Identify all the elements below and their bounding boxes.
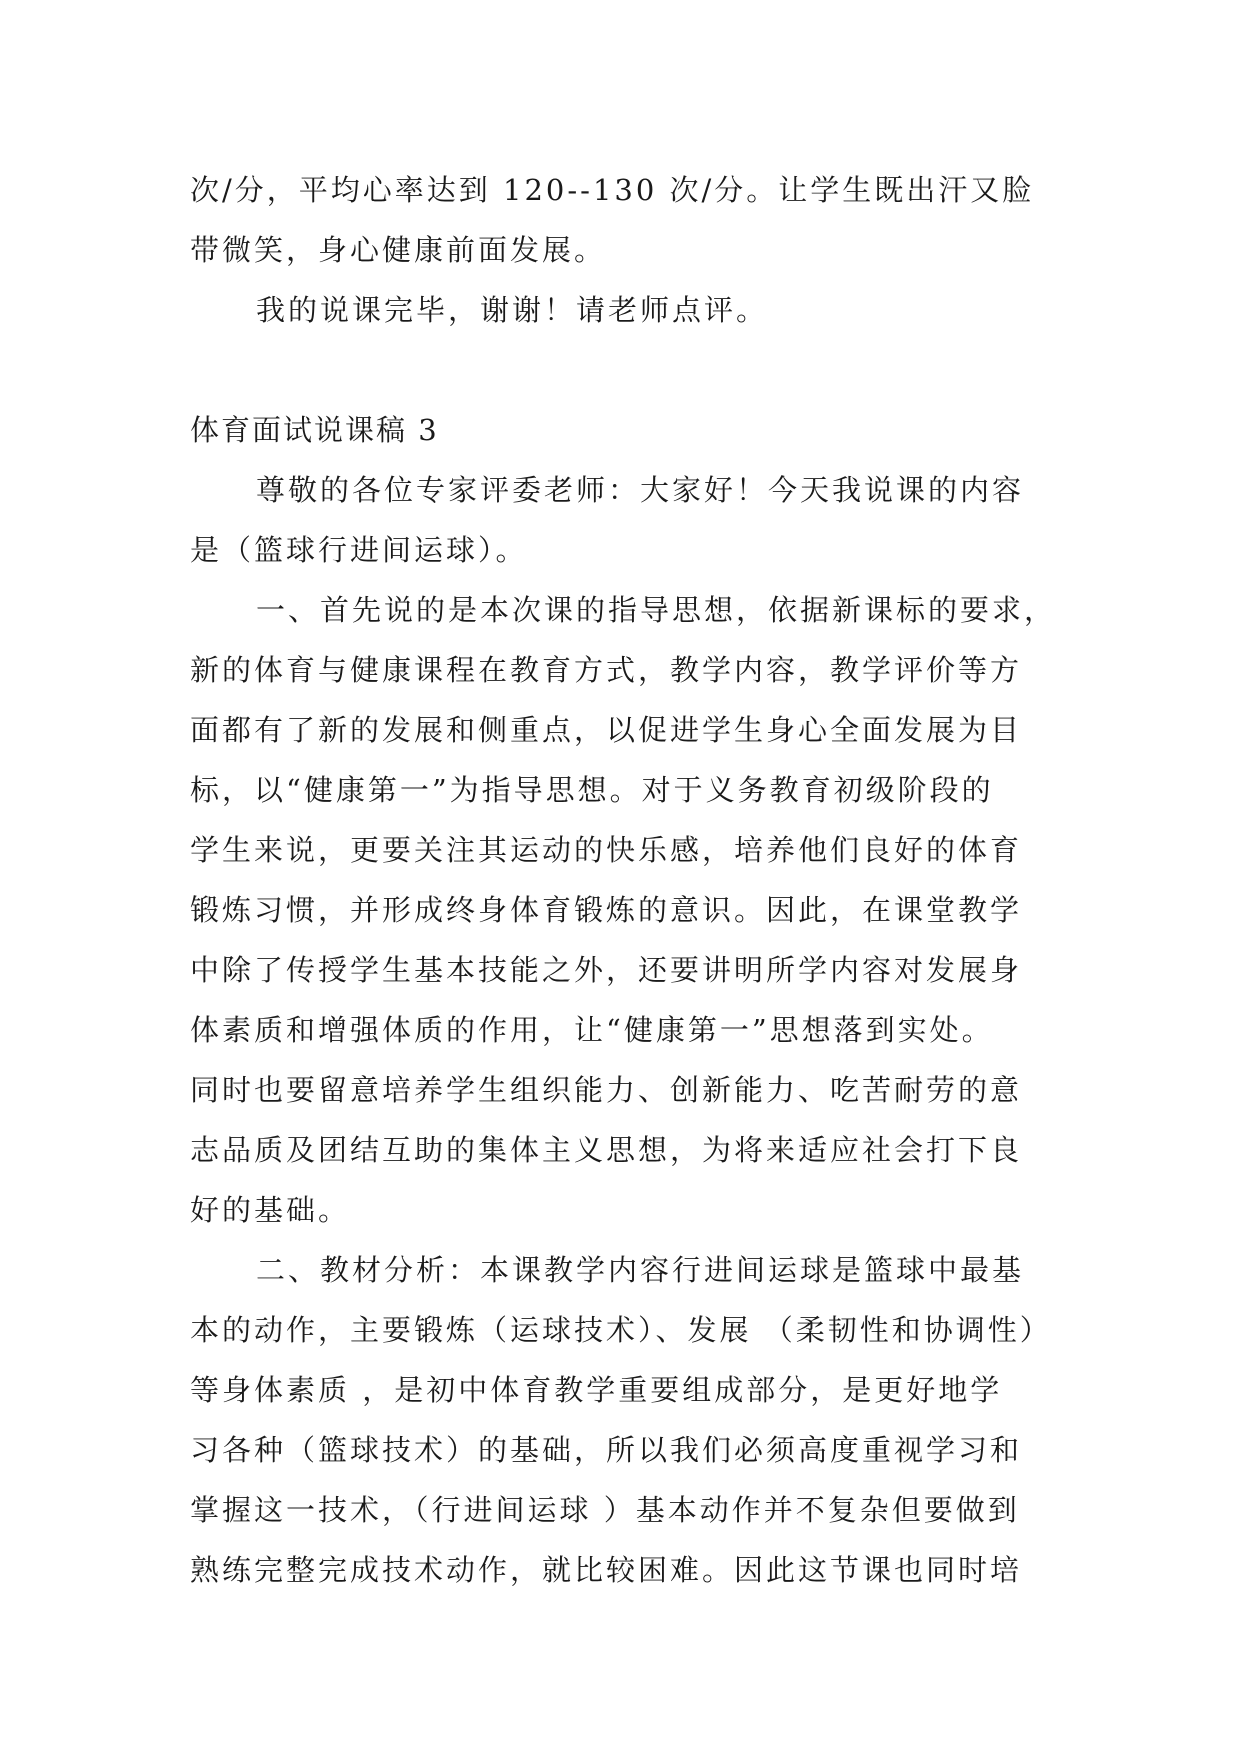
paragraph-closing	[190, 280, 1070, 340]
text-line: 同时也要留意培养学生组织能力、创新能力、吃苦耐劳的意	[190, 1073, 1023, 1107]
text-line: 等身体素质 ，是初中体育教学重要组成部分，是更好地学	[190, 1373, 1003, 1407]
text-line: 尊敬的各位专家评委老师：大家好！今天我说课的内容	[256, 473, 1025, 507]
document-body	[190, 160, 1070, 1600]
text-line: 二、教材分析：本课教学内容行进间运球是篮球中最基	[256, 1253, 1025, 1287]
text-line: 好的基础。	[190, 1193, 351, 1227]
paragraph-textbook-analysis	[190, 1240, 1070, 1600]
paragraph-greeting	[190, 460, 1070, 580]
text-line: 标，以“健康第一”为指导思想。对于义务教育初级阶段的	[190, 773, 994, 807]
text-line: 志品质及团结互助的集体主义思想，为将来适应社会打下良	[190, 1133, 1023, 1167]
section-heading	[190, 400, 1070, 460]
text-line: 我的说课完毕，谢谢！请老师点评。	[256, 293, 769, 327]
paragraph-guiding-ideology	[190, 580, 1070, 1240]
text-line: 体素质和增强体质的作用，让“健康第一”思想落到实处。	[190, 1013, 994, 1047]
text-line: 面都有了新的发展和侧重点，以促进学生身心全面发展为目	[190, 713, 1023, 747]
text-line: 学生来说，更要关注其运动的快乐感，培养他们良好的体育	[190, 833, 1023, 867]
text-line: 是（篮球行进间运球）。	[190, 533, 528, 567]
text-line: 本的动作，主要锻炼（运球技术）、发展 （柔韧性和协调性）	[190, 1313, 1052, 1347]
text-line: 中除了传授学生基本技能之外，还要讲明所学内容对发展身	[190, 953, 1023, 987]
text-line: 新的体育与健康课程在教育方式，教学内容，教学评价等方	[190, 653, 1023, 687]
text-line: 一、首先说的是本次课的指导思想，依据新课标的要求，	[256, 593, 1057, 627]
paragraph-gap	[190, 340, 1070, 400]
heading-text: 体育面试说课稿 3	[190, 413, 439, 447]
text-line: 锻炼习惯，并形成终身体育锻炼的意识。因此，在课堂教学	[190, 893, 1023, 927]
text-line: 掌握这一技术，（行进间运球 ）基本动作并不复杂但要做到	[190, 1493, 1020, 1527]
text-line: 熟练完整完成技术动作，就比较困难。因此这节课也同时培	[190, 1553, 1023, 1587]
paragraph-heart-rate	[190, 160, 1070, 280]
text-line: 习各种（篮球技术）的基础，所以我们必须高度重视学习和	[190, 1433, 1023, 1467]
text-line: 带微笑，身心健康前面发展。	[190, 233, 607, 267]
text-line: 次/分，平均心率达到 120--130 次/分。让学生既出汗又脸	[190, 173, 1035, 207]
